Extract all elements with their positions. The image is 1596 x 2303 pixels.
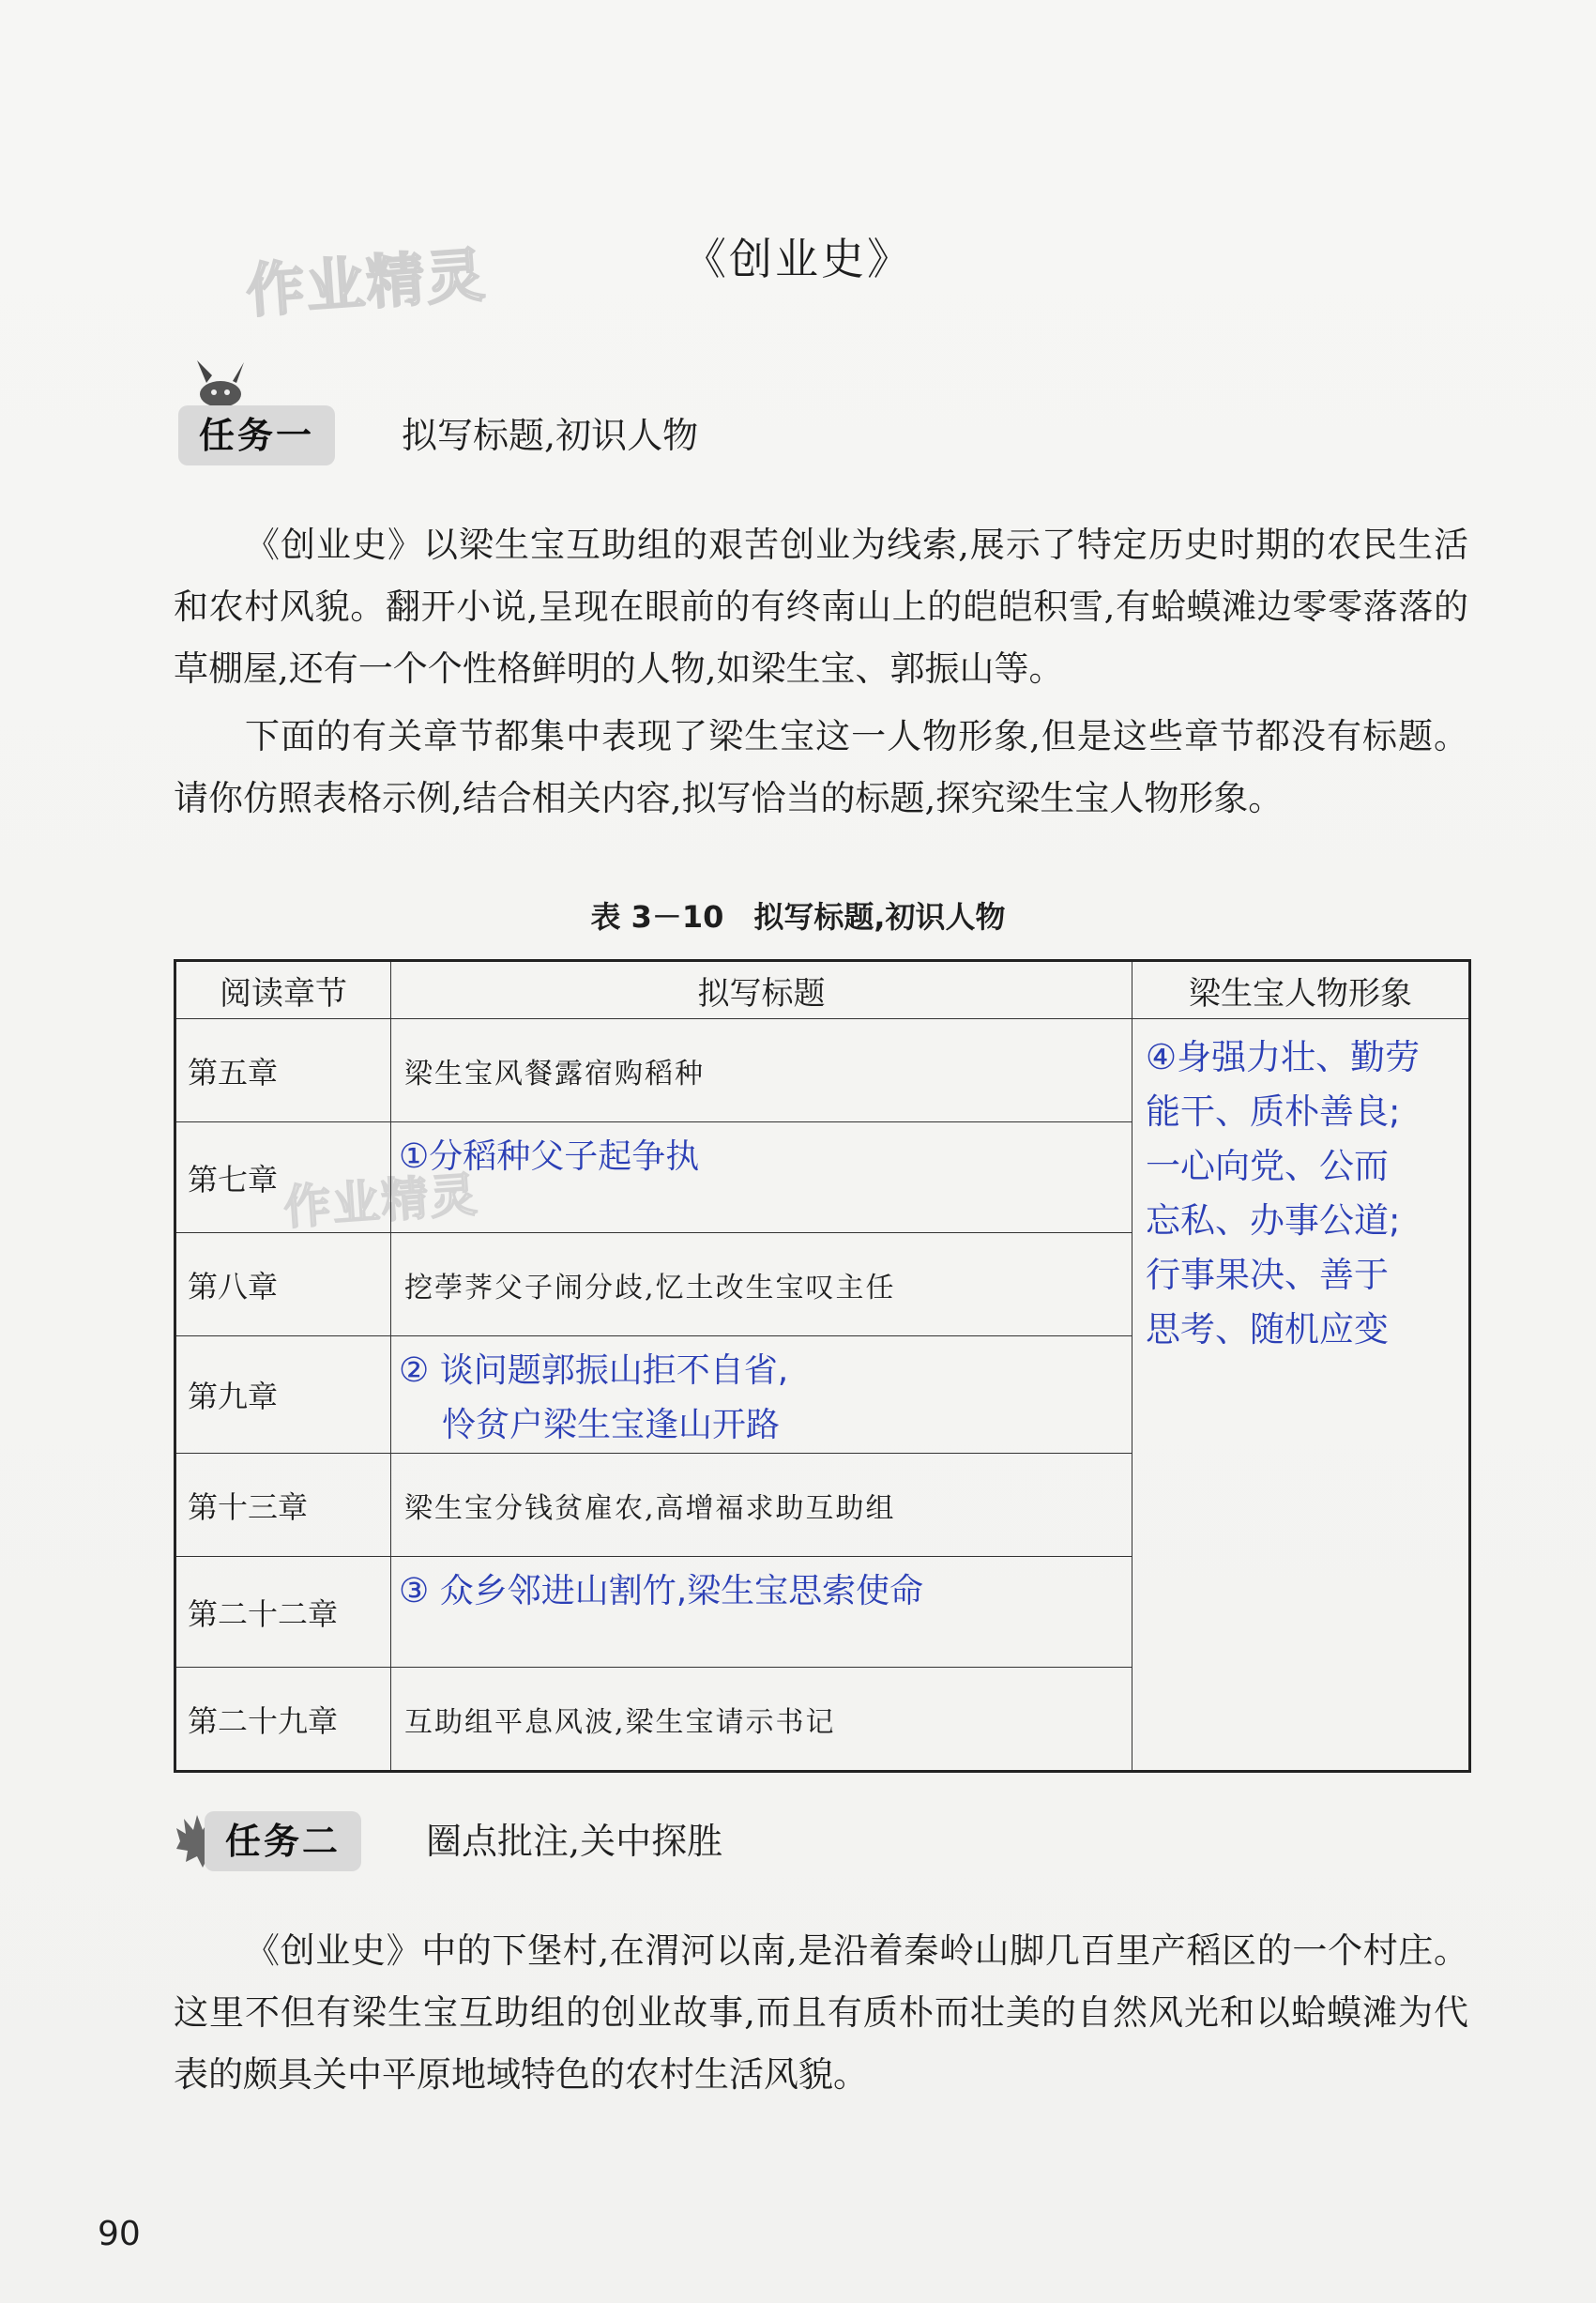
task-title: 拟写标题,初识人物 bbox=[402, 415, 699, 456]
chapter-cell: 第二十九章 bbox=[175, 1668, 391, 1772]
title-cell: 梁生宝风餐露宿购稻种 bbox=[391, 1019, 1132, 1122]
title-answer-cell[interactable] bbox=[391, 1122, 1132, 1233]
chapter-cell: 第十三章 bbox=[175, 1454, 391, 1557]
reading-table bbox=[174, 959, 1471, 1773]
task-badge: 任务二 bbox=[205, 1811, 361, 1871]
title-cell: 互助组平息风波,梁生宝请示书记 bbox=[391, 1668, 1132, 1772]
handwritten-answer: ③ 众乡邻进山割竹,梁生宝思索使命 bbox=[399, 1572, 924, 1610]
title-cell: 梁生宝分钱贫雇农,高增福求助互助组 bbox=[391, 1454, 1132, 1557]
handwritten-answer: ② 谈问题郭振山拒不自省, bbox=[399, 1351, 789, 1390]
handwritten-answer: ④身强力壮、勤劳 bbox=[1146, 1037, 1421, 1077]
table-caption: 表 3－10 拟写标题,初识人物 bbox=[590, 899, 1006, 935]
column-header: 梁生宝人物形象 bbox=[1132, 961, 1470, 1019]
task-badge: 任务一 bbox=[178, 405, 335, 465]
handwritten-answer: ①分稻种父子起争执 bbox=[399, 1137, 700, 1176]
page-title: 《创业史》 bbox=[683, 234, 913, 284]
chapter-cell: 第九章 bbox=[175, 1336, 391, 1454]
page-number: 90 bbox=[98, 2215, 141, 2253]
task-title: 圈点批注,关中探胜 bbox=[426, 1821, 723, 1862]
chapter-cell: 第七章 bbox=[175, 1122, 391, 1233]
watermark: 作业精灵 bbox=[281, 1167, 481, 1236]
chapter-cell: 第二十二章 bbox=[175, 1557, 391, 1668]
handwritten-answer: 思考、随机应变 bbox=[1146, 1309, 1389, 1350]
paragraph: 《创业史》中的下堡村,在渭河以南,是沿着秦岭山脚几百里产稻区的一个村庄。这里不但有梁生宝互助组的创业故事,而且有质朴而壮美的自然风光和以蛤蟆滩为代表的颇具关中平原地域特色的农村生活风貌。 bbox=[174, 1930, 1468, 2095]
table-header-row bbox=[175, 961, 1470, 1019]
title-answer-cell[interactable] bbox=[391, 1336, 1132, 1454]
chapter-cell: 第八章 bbox=[175, 1233, 391, 1336]
column-header: 拟写标题 bbox=[391, 961, 1132, 1019]
handwritten-answer: 忘私、办事公道; bbox=[1146, 1200, 1401, 1241]
watermark: 作业精灵 bbox=[244, 240, 489, 326]
table-row bbox=[175, 1019, 1470, 1122]
handwritten-answer: 能干、质朴善良; bbox=[1146, 1091, 1401, 1132]
paragraph: 下面的有关章节都集中表现了梁生宝这一人物形象,但是这些章节都没有标题。请你仿照表格示例,结合相关内容,拟写恰当的标题,探究梁生宝人物形象。 bbox=[174, 716, 1468, 818]
handwritten-answer: 怜贫户梁生宝逢山开路 bbox=[442, 1406, 781, 1444]
paragraph: 《创业史》以梁生宝互助组的艰苦创业为线索,展示了特定历史时期的农民生活和农村风貌。翻开小说,呈现在眼前的有终南山上的皑皑积雪,有蛤蟆滩边零零落落的草棚屋,还有一个个性格鲜明的人物,如梁生宝、郭振山等。 bbox=[174, 525, 1468, 689]
title-cell: 挖荸荠父子闹分歧,忆土改生宝叹主任 bbox=[391, 1233, 1132, 1336]
mascot-icon bbox=[188, 355, 253, 411]
handwritten-answer: 一心向党、公而 bbox=[1146, 1146, 1389, 1186]
title-answer-cell[interactable] bbox=[391, 1557, 1132, 1668]
image-cell[interactable] bbox=[1132, 1019, 1470, 1772]
chapter-cell: 第五章 bbox=[175, 1019, 391, 1122]
handwritten-answer: 行事果决、善于 bbox=[1146, 1255, 1389, 1295]
column-header: 阅读章节 bbox=[175, 961, 391, 1019]
